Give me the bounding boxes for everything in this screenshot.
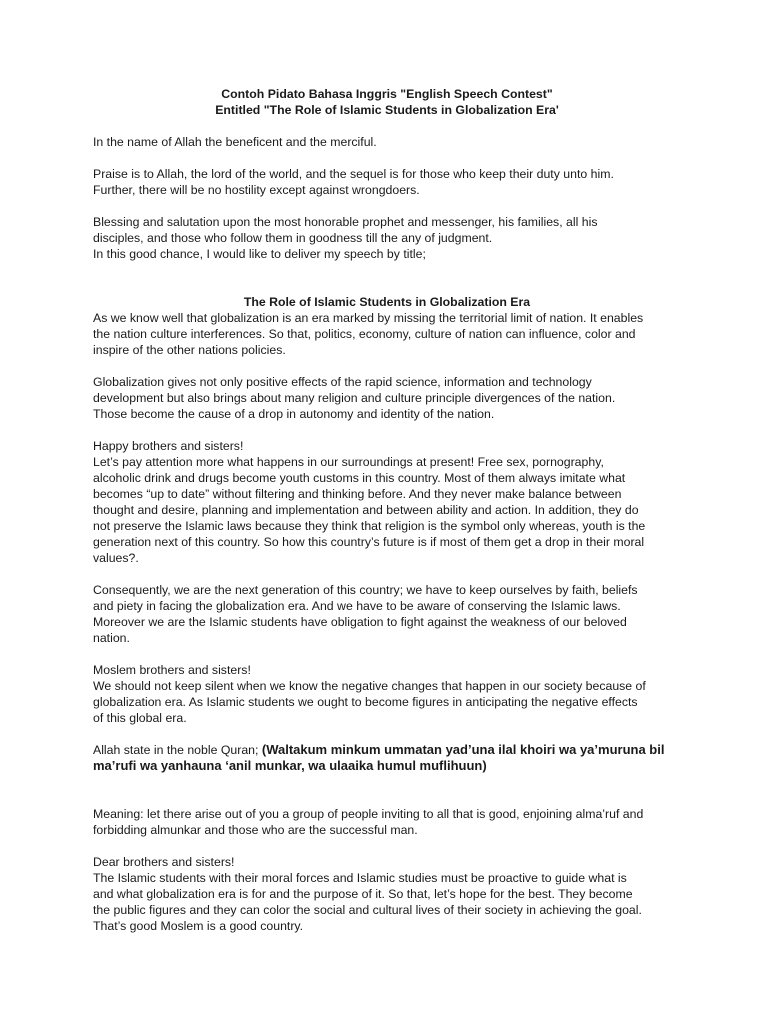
paragraph-globalization-effects: Globalization gives not only positive effects of the rapid science, information and technology development but also brings about many religion and culture principle divergences of the nation. Those become the cause of a drop in autonomy and identity of the nation. [93, 375, 616, 421]
document-title-line-2: Entitled "The Role of Islamic Students in Globalization Era' [215, 103, 559, 117]
paragraph-quran [93, 742, 681, 774]
section-title: The Role of Islamic Students in Globalization Era [243, 295, 531, 309]
paragraph-meaning: Meaning: let there arise out of you a group of people inviting to all that is good, enjoining alma’ruf and forbidding almunkar and those who are the successful man. [93, 807, 644, 837]
paragraph-globalization-definition: As we know well that globalization is an era marked by missing the territorial limit of nation. It enables the nation culture interferences. So that, politics, economy, culture of nation can influence, color and inspire of the other nations policies. [93, 311, 644, 357]
document-title-line-1: Contoh Pidato Bahasa Inggris "English Speech Contest" [221, 87, 553, 101]
paragraph-next-generation: Consequently, we are the next generation of this country; we have to keep ourselves by faith, beliefs and piety in facing the globalization era. And we have to be aware of conserving the Islamic laws. Moreover we are the Islamic students have obligation to fight against the weakness of our beloved nation. [93, 583, 638, 645]
paragraph-opening: In the name of Allah the beneficent and the merciful. [93, 135, 377, 149]
paragraph-blessing: Blessing and salutation upon the most honorable prophet and messenger, his families, all his disciples, and those who follow them in goodness till the any of judgment. In this good chance, I would like to deliver my speech by title; [93, 215, 598, 261]
quran-lead: Allah state in the noble Quran; [93, 743, 262, 757]
paragraph-attention: Happy brothers and sisters! Let’s pay attention more what happens in our surroundings at present! Free sex, pornography, alcoholic drink and drugs become youth customs in this country. Most of them always imitate what becomes “up to date” without filtering and thinking before. And they never make balance between thought and desire, planning and implementation and between ability and action. In addition, they do not preserve the Islamic laws because they think that religion is the symbol only whereas, youth is the generation next of this country. So how this country’s future is if most of them get a drop in their moral values?. [93, 439, 646, 565]
paragraph-not-silent: Moslem brothers and sisters! We should not keep silent when we know the negative changes that happen in our society because of globalization era. As Islamic students we ought to become figures in anticipating the negative effects of this global era. [93, 663, 646, 725]
paragraph-closing: Dear brothers and sisters! The Islamic students with their moral forces and Islamic studies must be proactive to guide what is and what globalization era is for and the purpose of it. So that, let’s hope for the best. They become the public figures and they can color the social and cultural lives of their society in achieving the goal. That’s good Moslem is a good country. [93, 855, 642, 933]
document-page [93, 86, 681, 934]
paragraph-praise: Praise is to Allah, the lord of the world, and the sequel is for those who keep their duty unto him. Further, there will be no hostility except against wrongdoers. [93, 167, 614, 197]
quran-verse: (Waltakum minkum ummatan yad’una ilal khoiri wa ya’muruna bil ma’rufi wa yanhauna ‘anil munkar, wa ulaaika humul muflihuun) [93, 742, 665, 773]
